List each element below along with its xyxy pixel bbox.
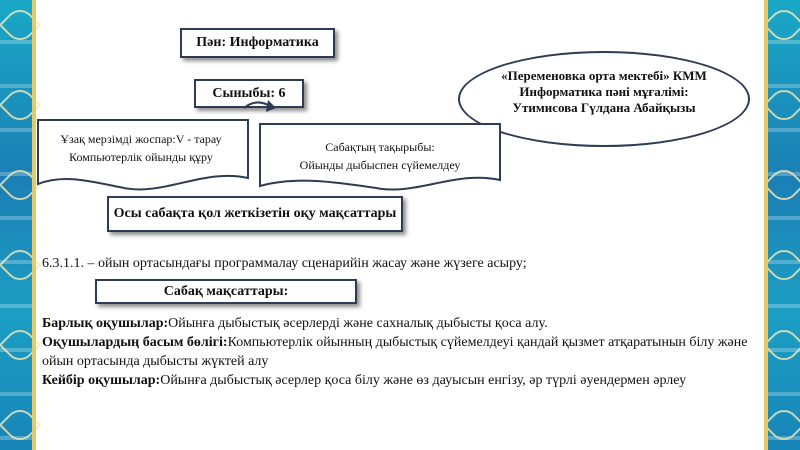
long-term-plan-text: [38, 130, 244, 166]
lesson-goals-box: [95, 279, 357, 304]
ornament-icon: [0, 404, 41, 446]
subject-box: [180, 28, 335, 58]
ornament-icon: [763, 324, 800, 366]
goal-some-students: [42, 371, 762, 390]
goal-text: Ойынға дыбыстық әсерлер қоса білу және өз дауысын енгізу, әр түрлі әуендермен әрлеу: [160, 373, 687, 388]
teacher-name: Утимисова Гүлдана Абайқызы: [512, 100, 696, 115]
long-term-plan-line1: Ұзақ мерзімді жоспар:V - тарау: [60, 132, 222, 146]
goal-text: Компьютерлік ойынның дыбыстық сүйемелдеуі қандай қызмет атқаратынын білу және ойын ортасында дыбысты жүктей алу: [42, 335, 748, 369]
long-term-plan-line2: Компьютерлік ойынды құру: [69, 150, 213, 164]
learning-objectives-box: [107, 196, 403, 232]
curved-arrow-icon: [240, 96, 280, 136]
ornament-icon: [763, 164, 800, 206]
goal-label: Барлық оқушылар:: [42, 316, 169, 331]
ornament-icon: [763, 244, 800, 286]
ornament-icon: [0, 4, 41, 46]
goal-label: Кейбір оқушылар:: [42, 373, 161, 388]
goal-text: Ойынға дыбыстық әсерлерді және сахналық дыбысты қоса алу.: [168, 316, 548, 331]
subject-label: Пән: Информатика: [196, 35, 319, 50]
left-ornament-border: [0, 0, 36, 450]
goal-most-students: [42, 333, 762, 371]
grade-label: Сыныбы: 6: [212, 85, 286, 101]
goal-label: Оқушылардың басым бөлігі:: [42, 335, 228, 350]
ornament-icon: [0, 324, 41, 366]
ornament-icon: [0, 244, 41, 286]
ornament-icon: [763, 404, 800, 446]
lesson-topic-line1: Сабақтың тақырыбы:: [325, 140, 435, 154]
lesson-goals-title: Сабақ мақсаттары:: [163, 283, 289, 299]
goals-list: [42, 314, 762, 390]
ornament-icon: [763, 84, 800, 126]
school-name: «Переменовка орта мектебі» КММ: [501, 68, 707, 83]
goal-all-students: [42, 314, 762, 333]
teacher-role: Информатика пәні мұғалімі:: [519, 84, 689, 99]
lesson-topic-text: [262, 138, 498, 174]
lesson-topic-line2: Ойынды дыбыспен сүйемелдеу: [299, 158, 461, 172]
objective-text: 6.3.1.1. – ойын ортасындағы программалау сценарийін жасау және жүзеге асыру;: [42, 256, 527, 271]
ornament-icon: [763, 4, 800, 46]
right-ornament-border: [764, 0, 800, 450]
learning-objectives-title: Осы сабақта қол жеткізетін оқу мақсаттары: [113, 206, 397, 221]
